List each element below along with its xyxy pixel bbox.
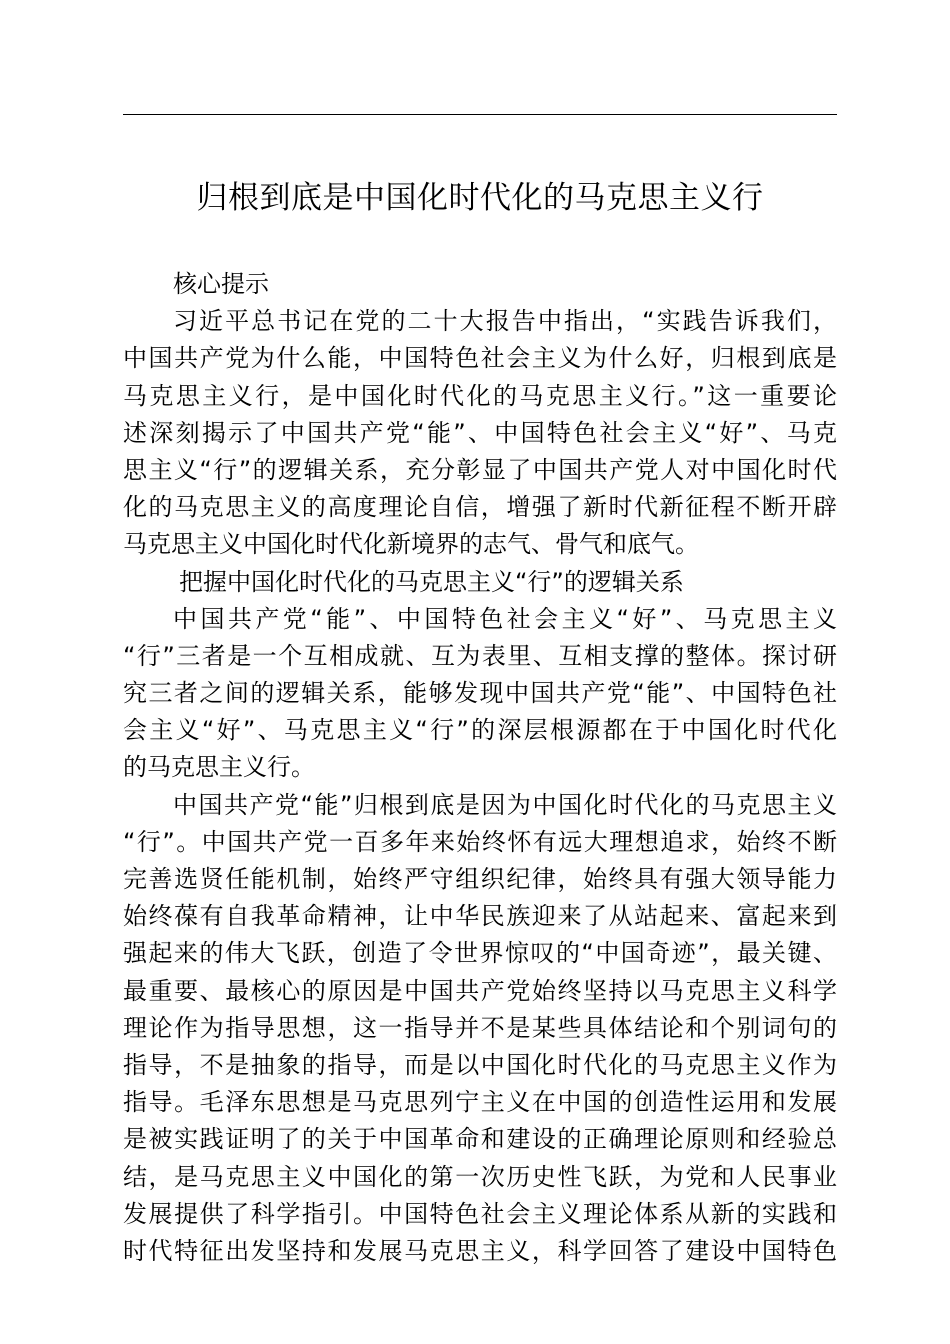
text-line: 发展提供了科学指引。中国特色社会主义理论体系从新的实践和 bbox=[123, 1199, 837, 1228]
text-line: 习近平总书记在党的二十大报告中指出，“实践告诉我们， bbox=[173, 307, 837, 336]
text-line: 始终葆有自我革命精神，让中华民族迎来了从站起来、富起来到 bbox=[123, 902, 837, 931]
text-line: 化的马克思主义的高度理论自信，增强了新时代新征程不断开辟 bbox=[123, 493, 837, 522]
text-line: 完善选贤任能机制，始终严守组织纪律，始终具有强大领导能力 bbox=[123, 865, 837, 893]
text-line: 指导，不是抽象的指导，而是以中国化时代化的马克思主义作为 bbox=[123, 1050, 837, 1079]
document-body bbox=[123, 266, 837, 1270]
text-line: 究三者之间的逻辑关系，能够发现中国共产党“能”、中国特色社 bbox=[123, 679, 837, 708]
text-line: 强起来的伟大飞跃，创造了令世界惊叹的“中国奇迹”，最关键、 bbox=[123, 939, 837, 968]
text-line: “行”。中国共产党一百多年来始终怀有远大理想追求，始终不断 bbox=[123, 827, 837, 856]
text-line: 思主义“行”的逻辑关系，充分彰显了中国共产党人对中国化时代 bbox=[123, 455, 837, 484]
text-line: 中国共产党为什么能，中国特色社会主义为什么好，归根到底是 bbox=[123, 344, 837, 373]
header-rule bbox=[123, 114, 837, 115]
text-line: 理论作为指导思想，这一指导并不是某些具体结论和个别词句的 bbox=[123, 1013, 837, 1042]
text-line: 结，是马克思主义中国化的第一次历史性飞跃，为党和人民事业 bbox=[123, 1162, 837, 1191]
text-line: 把握中国化时代化的马克思主义“行”的逻辑关系 bbox=[179, 567, 684, 596]
text-line: 马克思主义中国化时代化新境界的志气、骨气和底气。 bbox=[123, 530, 699, 559]
text-line: 中国共产党“能”归根到底是因为中国化时代化的马克思主义 bbox=[173, 790, 837, 819]
text-line: 时代特征出发坚持和发展马克思主义，科学回答了建设中国特色 bbox=[123, 1236, 837, 1265]
text-line: 核心提示 bbox=[173, 270, 269, 298]
text-line: 最重要、最核心的原因是中国共产党始终坚持以马克思主义科学 bbox=[123, 976, 837, 1005]
text-line: “行”三者是一个互相成就、互为表里、互相支撑的整体。探讨研 bbox=[123, 641, 837, 670]
document-title: 归根到底是中国化时代化的马克思主义行 bbox=[196, 180, 764, 216]
text-line: 述深刻揭示了中国共产党“能”、中国特色社会主义“好”、马克 bbox=[123, 418, 837, 447]
text-line: 马克思主义行，是中国化时代化的马克思主义行。”这一重要论 bbox=[123, 381, 837, 410]
text-line: 是被实践证明了的关于中国革命和建设的正确理论原则和经验总 bbox=[123, 1125, 837, 1154]
text-line: 会主义“好”、马克思主义“行”的深层根源都在于中国化时代化 bbox=[123, 716, 837, 745]
text-line: 的马克思主义行。 bbox=[123, 753, 315, 782]
text-line: 中国共产党“能”、中国特色社会主义“好”、马克思主义 bbox=[173, 604, 837, 633]
text-line: 指导。毛泽东思想是马克思列宁主义在中国的创造性运用和发展 bbox=[123, 1088, 837, 1117]
